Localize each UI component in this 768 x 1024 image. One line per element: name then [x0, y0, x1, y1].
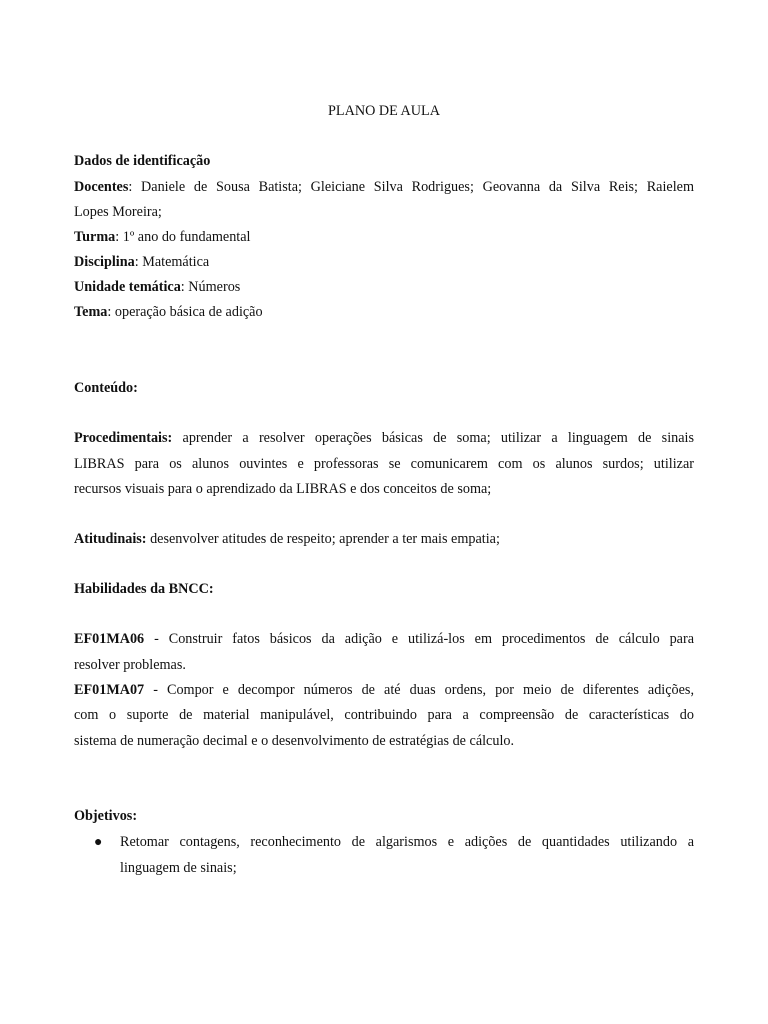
objetivo-text-line-2: linguagem de sinais; — [120, 860, 237, 876]
disciplina-line: Disciplina: Matemática — [74, 254, 210, 270]
turma-line: Turma: 1º ano do fundamental — [74, 229, 251, 245]
ef01ma07-line-3: sistema de numeração decimal e o desenvolvimento de estratégias de cálculo. — [74, 733, 515, 749]
tema-label: Tema — [74, 304, 108, 320]
objetivos-heading: Objetivos: — [74, 808, 138, 824]
disciplina-value: Matemática — [142, 254, 210, 270]
docentes-label: Docentes — [74, 179, 129, 195]
ef01ma06-text-1: - Construir fatos básicos da adição e utilizá-los em procedimentos de cálculo para — [154, 631, 695, 647]
procedimentais-text-1: aprender a resolver operações básicas de soma; utilizar a linguagem de sinais — [182, 430, 695, 446]
bncc-heading: Habilidades da BNCC: — [74, 581, 214, 597]
unidade-label: Unidade temática — [74, 279, 181, 295]
atitudinais-line — [74, 527, 694, 552]
atitudinais-label: Atitudinais: — [74, 531, 147, 547]
procedimentais-line-3: recursos visuais para o aprendizado da LIBRAS e dos conceitos de soma; — [74, 481, 492, 497]
identification-heading: Dados de identificação — [74, 153, 211, 169]
ef01ma07-line-2: com o suporte de material manipulável, contribuindo para a compreensão de características do — [74, 707, 694, 723]
ef01ma07-line-1 — [74, 678, 694, 703]
ef01ma06-line-2: resolver problemas. — [74, 657, 186, 673]
procedimentais-line-1 — [74, 426, 694, 451]
turma-label: Turma — [74, 229, 116, 245]
ef01ma06-code: EF01MA06 — [74, 631, 145, 647]
docentes-line-1: Docentes: Daniele de Sousa Batista; Gleiciane Silva Rodrigues; Geovanna da Silva Reis; Raielem — [74, 179, 694, 195]
page-title: PLANO DE AULA — [328, 103, 440, 119]
turma-value: 1º ano do fundamental — [122, 229, 251, 245]
atitudinais-value: desenvolver atitudes de respeito; aprender a ter mais empatia; — [150, 531, 500, 547]
ef01ma07-code: EF01MA07 — [74, 682, 145, 698]
docentes-line-2: Lopes Moreira; — [74, 204, 162, 220]
procedimentais-label: Procedimentais: — [74, 430, 173, 446]
tema-line: Tema: operação básica de adição — [74, 304, 263, 320]
objetivo-text-line-1: Retomar contagens, reconhecimento de algarismos e adições de quantidades utilizando a — [120, 834, 694, 850]
procedimentais-line-2: LIBRAS para os alunos ouvintes e professoras se comunicarem com os alunos surdos; utilizar — [74, 456, 694, 472]
tema-value: operação básica de adição — [114, 304, 263, 320]
disciplina-label: Disciplina — [74, 254, 135, 270]
docentes-value: Daniele de Sousa Batista; Gleiciane Silva Rodrigues; Geovanna da Silva Reis; Raielem — [141, 179, 694, 195]
ef01ma07-text-1: - Compor e decompor números de até duas ordens, por meio de diferentes adições, — [153, 682, 694, 698]
conteudo-heading: Conteúdo: — [74, 380, 138, 396]
ef01ma06-line-1 — [74, 627, 694, 652]
bullet-icon: ● — [94, 835, 103, 850]
unidade-value: Números — [188, 279, 241, 295]
unidade-line: Unidade temática: Números — [74, 279, 241, 295]
